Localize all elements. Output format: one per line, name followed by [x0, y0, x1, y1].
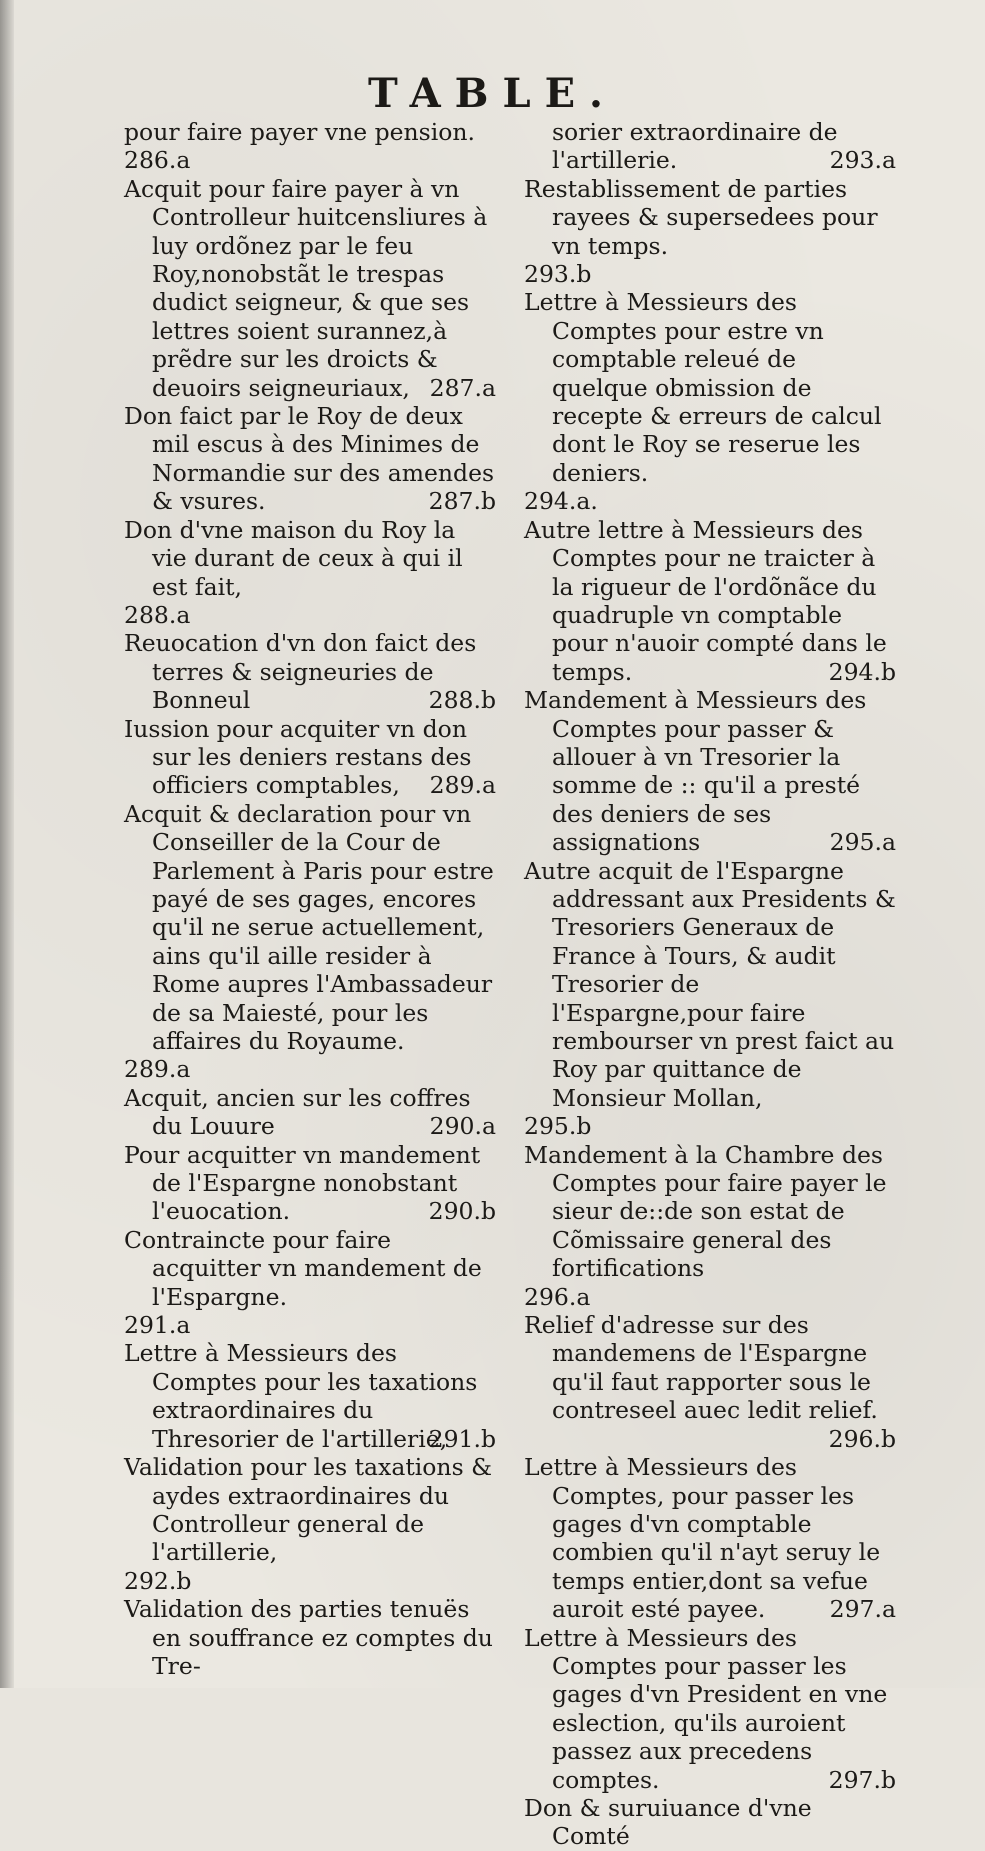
entry-text: sorier extraordinaire de l'artillerie.	[552, 118, 838, 175]
index-entry	[124, 800, 496, 1084]
index-entry	[124, 1339, 496, 1453]
index-entry	[124, 629, 496, 714]
page-reference: 296.b	[828, 1424, 896, 1453]
entry-text: Acquit & declaration pour vn Conseiller de la Cour de Parlement à Paris pour estre payé de ses gages, encores qu'il ne serue actuellement, ains qu'il aille resider à Rome aupres l'Ambassadeur de sa Maiesté, pour les affaires du Royaume.	[124, 799, 494, 1055]
entry-text: Validation des parties tenuës en souffrance ez comptes du Tre-	[124, 1595, 493, 1680]
page-reference: 290.b	[428, 1197, 496, 1226]
page-reference: 288.b	[428, 686, 496, 715]
index-entry	[524, 1141, 896, 1311]
entry-text: Don faict par le Roy de deux mil escus à des Minimes de Normandie sur des amendes & vsures.	[124, 402, 495, 516]
index-entry	[524, 1311, 896, 1453]
page-reference: 291.a	[124, 1311, 191, 1340]
page-reference: 295.a	[829, 828, 896, 857]
entry-text: Don & suruiuance d'vne Comté	[524, 1793, 812, 1851]
entry-text: Reuocation d'vn don faict des terres & seigneuries de Bonneul	[124, 629, 477, 715]
page-edge-shadow	[0, 0, 14, 1688]
entry-text: Autre lettre à Messieurs des Comptes pour ne traicter à la rigueur de l'ordõnãce du quadruple vn comptable pour n'auoir compté dans le temps.	[524, 515, 887, 686]
index-entry	[524, 175, 896, 289]
index-entry	[124, 1453, 496, 1595]
entry-text: Validation pour les taxations & aydes extraordinaires du Controlleur general de l'artillerie,	[124, 1453, 493, 1567]
index-entry	[524, 686, 896, 856]
entry-text: Pour acquitter vn mandement de l'Espargne nonobstant l'euocation.	[124, 1140, 481, 1226]
index-entry	[124, 118, 496, 175]
index-entry	[124, 516, 496, 630]
index-entry	[124, 1141, 496, 1226]
index-entry	[524, 1794, 896, 1851]
entry-text: Acquit pour faire payer à vn Controlleur huitcensliures à luy ordõnez par le feu Roy,nonobstãt le trespas dudict seigneur, & que ses lettres soient surannez,à prẽdre sur les droicts & deuoirs seigneuriaux,	[124, 174, 488, 402]
index-entry	[124, 1226, 496, 1340]
index-entry	[524, 516, 896, 686]
page-reference: 295.b	[524, 1112, 592, 1141]
page-reference: 287.b	[428, 487, 496, 516]
page-reference: 292.b	[124, 1566, 192, 1595]
entry-text: Restablissement de parties rayees & supersedees pour vn temps.	[524, 174, 878, 260]
entry-text: Iussion pour acquiter vn don sur les deniers restans des officiers comptables,	[124, 714, 472, 800]
entry-text: Relief d'adresse sur des mandemens de l'Espargne qu'il faut rapporter sous le contreseel auec ledit relief.	[524, 1311, 878, 1425]
entry-text: Contraincte pour faire acquitter vn mandement de l'Espargne.	[124, 1225, 482, 1311]
index-entry	[124, 175, 496, 402]
page-reference: 297.b	[828, 1765, 896, 1794]
page-reference: 297.a	[829, 1595, 896, 1624]
entry-text: Lettre à Messieurs des Comptes pour passer les gages d'vn President en vne eslection, qu'ils auroient passez aux precedens comptes.	[524, 1623, 888, 1794]
index-entry	[524, 857, 896, 1141]
page-title: TABLE.	[368, 70, 617, 117]
entry-text: Lettre à Messieurs des Comptes pour estre vn comptable releué de quelque obmission de recepte & erreurs de calcul dont le Roy se reserue les deniers.	[524, 288, 882, 487]
page-reference: 287.a	[429, 373, 496, 402]
right-column	[524, 118, 896, 1851]
entry-text: Don d'vne maison du Roy la vie durant de ceux à qui il est fait,	[124, 515, 463, 601]
index-entry	[524, 288, 896, 515]
page-reference: 288.a	[124, 600, 191, 629]
page-reference: 286.a	[124, 146, 191, 175]
entry-text: Mandement à Messieurs des Comptes pour passer & allouer à vn Tresorier la somme de :: qu'il a presté des deniers de ses assignations	[524, 686, 867, 857]
index-entry	[124, 715, 496, 800]
entry-text: Autre acquit de l'Espargne addressant aux Presidents & Tresoriers Generaux de France à Tours, & audit Tresorier de l'Espargne,pour faire rembourser vn prest faict au Roy par quittance de Monsieur Mollan,	[524, 856, 896, 1112]
entry-text: Lettre à Messieurs des Comptes pour les taxations extraordinaires du Thresorier de l'artillerie,	[124, 1339, 478, 1453]
index-entry	[524, 1453, 896, 1623]
page-reference: 293.b	[524, 260, 592, 289]
index-entry	[524, 1624, 896, 1794]
page-reference: 296.a	[524, 1282, 591, 1311]
page-reference: 291.b	[428, 1424, 496, 1453]
page-reference: 294.a.	[524, 487, 598, 516]
entry-text: Lettre à Messieurs des Comptes, pour passer les gages d'vn comptable combien qu'il n'ayt seruy le temps entier,dont sa vefue auroit esté payee.	[524, 1453, 881, 1624]
index-entry	[124, 402, 496, 516]
index-entry	[524, 118, 896, 175]
left-column	[124, 118, 496, 1680]
page-reference: 290.a	[429, 1112, 496, 1141]
page-reference: 289.a	[429, 771, 496, 800]
index-entry	[124, 1084, 496, 1141]
entry-text: pour faire payer vne pension.	[124, 118, 476, 146]
index-entry	[124, 1595, 496, 1680]
entry-text: Acquit, ancien sur les coffres du Louure	[124, 1083, 471, 1141]
page-reference: 289.a	[124, 1055, 191, 1084]
page-reference: 294.b	[828, 657, 896, 686]
page-reference: 293.a	[829, 146, 896, 175]
entry-text: Mandement à la Chambre des Comptes pour faire payer le sieur de::de son estat de Cõmissaire general des fortifications	[524, 1140, 887, 1283]
